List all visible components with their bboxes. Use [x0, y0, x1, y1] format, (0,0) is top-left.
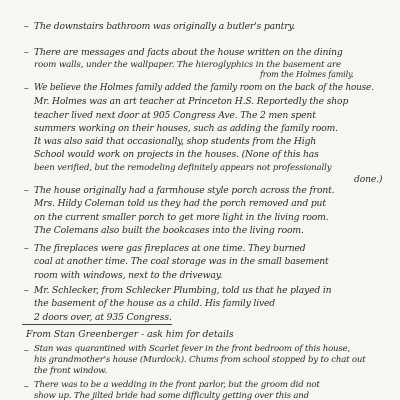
- note-line: show up. The jilted bride had some difficulty getting over this and: [34, 391, 309, 400]
- note-line: There was to be a wedding in the front parlor, but the groom did not: [34, 380, 320, 390]
- note-line: Mr. Schlecker, from Schlecker Plumbing, told us that he played in: [34, 285, 332, 296]
- note-line: There are messages and facts about the house written on the dining: [34, 47, 343, 58]
- bullet-dash: –: [24, 21, 29, 32]
- bullet-dash: –: [24, 185, 29, 196]
- note-line: room walls, under the wallpaper. The hieroglyphics in the basement are: [34, 60, 342, 71]
- note-line: We believe the Holmes family added the family room on the back of the house.: [34, 83, 374, 93]
- note-scarlet-fever: [24, 344, 386, 377]
- note-line: The Colemans also built the bookcases into the living room.: [34, 224, 304, 236]
- note-line: his grandmother's house (Murdock). Chums from school stopped by to chat out: [34, 355, 366, 365]
- bullet-dash: –: [24, 47, 29, 58]
- note-line: It was also said that occasionally, shop students from the High: [34, 136, 317, 148]
- note-line: Mr. Holmes was an art teacher at Princeton H.S. Reportedly the shop: [34, 96, 349, 108]
- note-family-room: [24, 82, 386, 186]
- note-line: The fireplaces were gas fireplaces at one time. They burned: [34, 243, 306, 254]
- note-line: The house originally had a farmhouse style porch across the front.: [34, 185, 335, 196]
- note-line: The downstairs bathroom was originally a butler's pantry.: [34, 21, 296, 32]
- section-divider: [22, 324, 172, 325]
- note-line: teacher lived next door at 905 Congress Ave. The 2 men spent: [34, 109, 316, 121]
- note-dining-room-walls: [24, 46, 386, 79]
- note-wedding: [24, 380, 386, 400]
- note-line: the basement of the house as a child. His family lived: [34, 298, 276, 310]
- note-line: Stan was quarantined with Scarlet fever in the front bedroom of this house,: [34, 344, 351, 354]
- bullet-dash: –: [24, 285, 29, 296]
- note-line: the front window.: [34, 366, 107, 376]
- bullet-dash: –: [24, 243, 29, 254]
- note-line: School would work on projects in the houses. (None of this has: [34, 149, 319, 161]
- note-line: room with windows, next to the driveway.: [34, 269, 223, 281]
- note-line: done.): [354, 174, 383, 186]
- note-line: from the Holmes family.: [260, 69, 354, 79]
- note-fireplaces: [24, 242, 386, 282]
- note-line: summers working on their houses, such as adding the family room.: [34, 122, 338, 134]
- note-schlecker: [24, 284, 386, 324]
- bullet-dash: –: [24, 83, 29, 94]
- note-porch: [24, 184, 386, 237]
- note-line: 2 doors over, at 935 Congress.: [34, 311, 172, 323]
- bullet-dash: –: [24, 381, 29, 392]
- note-line: on the current smaller porch to get more light in the living room.: [34, 211, 329, 223]
- note-line: coal at another time. The coal storage was in the small basement: [34, 256, 329, 268]
- note-line: been verified, but the remodeling definitely appears not professionally: [34, 162, 332, 173]
- note-line: Mrs. Hildy Coleman told us they had the porch removed and put: [34, 198, 326, 210]
- source-heading: From Stan Greenberger - ask him for details: [26, 329, 234, 340]
- bullet-dash: –: [24, 345, 29, 356]
- note-bathroom: [24, 20, 386, 33]
